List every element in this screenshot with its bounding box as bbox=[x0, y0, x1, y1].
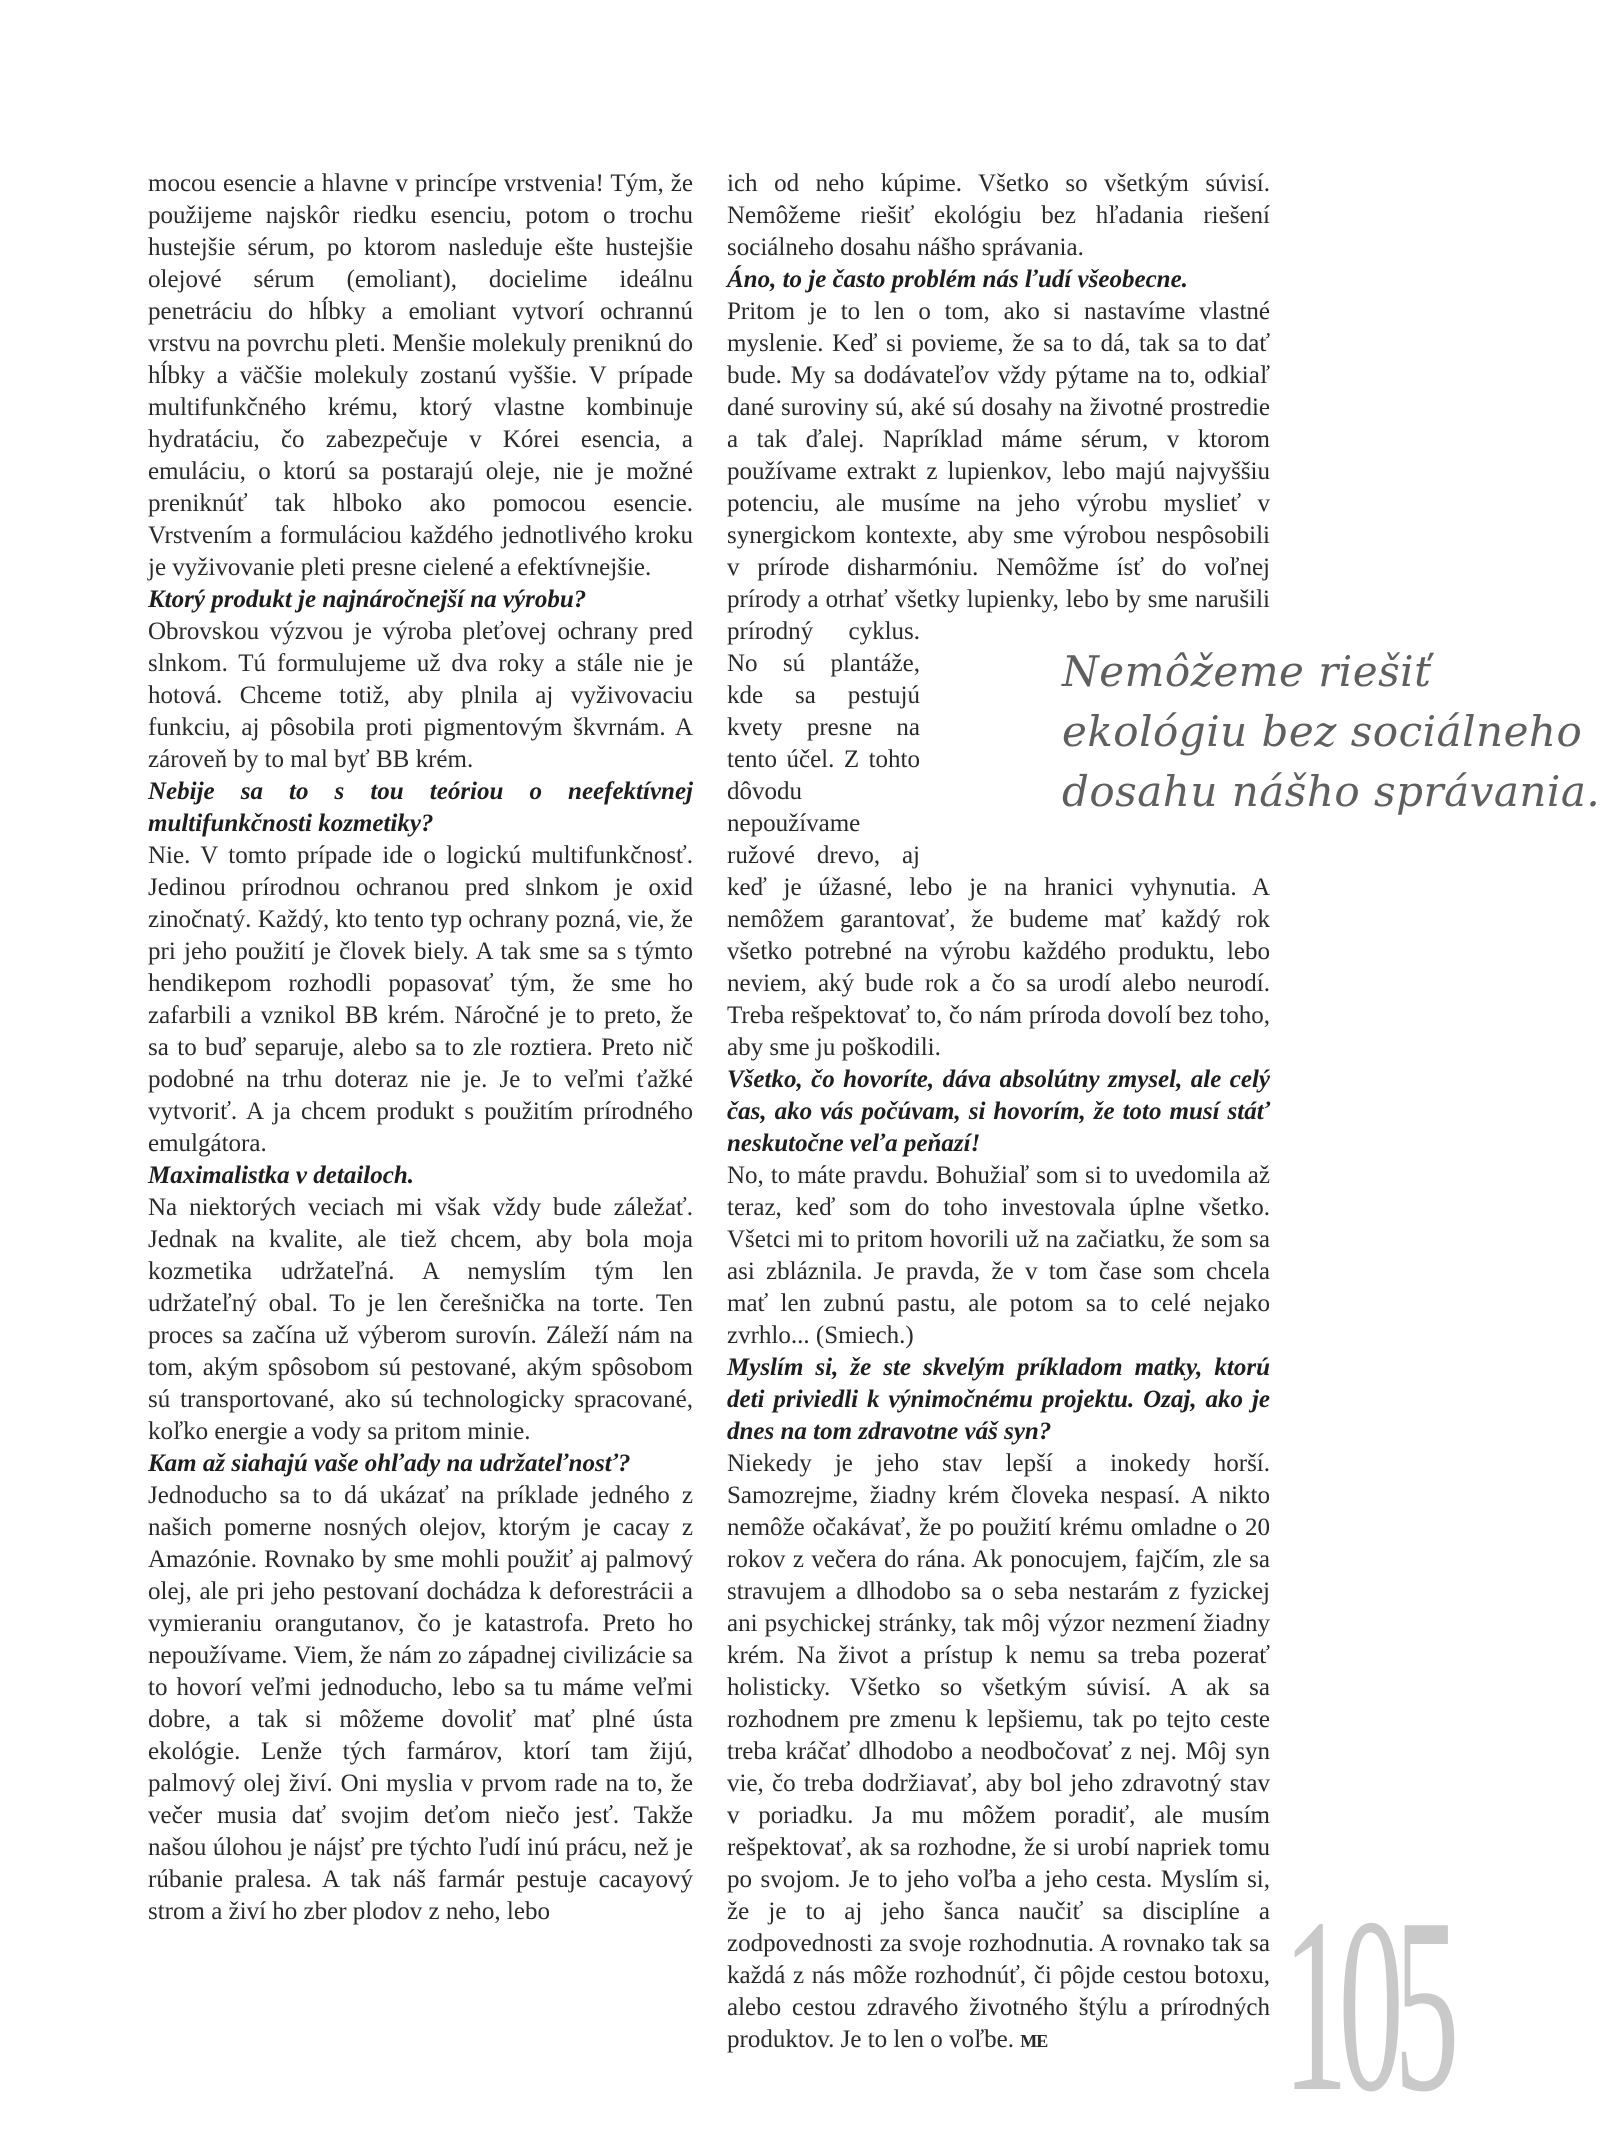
page-number: 105 bbox=[1283, 1867, 1450, 2144]
magazine-end-mark: ME bbox=[1020, 2031, 1048, 2051]
pull-quote-line: dosahu nášho správania. bbox=[1062, 767, 1600, 816]
paragraph: Jednoducho sa to dá ukázať na príklade jedného z našich pomerne nosných olejov, ktorým je cacay z Amazónie. Rovnako by sme mohli použiť aj palmový olej, ale pri jeho pestovaní dochádza k deforestrácii a vymieraniu orangutanov, čo je katastrofa. Preto ho nepoužívame. Viem, že nám zo západnej civilizácie sa to hovorí veľmi jednoducho, lebo sa tu máme veľmi dobre, a tak si môžeme dovoliť mať plné ústa ekológie. Lenže tých farmárov, ktorí tam žijú, palmový olej živí. Oni myslia v prvom rade na to, že večer musia dať svojim deťom niečo jesť. Takže našou úlohou je nájsť pre týchto ľudí inú prácu, než je rúbanie pralesa. A tak náš farmár pestuje cacayový strom a živí ho zber plodov z neho, lebo bbox=[148, 1482, 693, 1925]
paragraph: Niekedy je jeho stav lepší a inokedy horší. Samozrejme, žiadny krém človeka nespasí. A nikto nemôže očakávať, že po použití krému omladne o 20 rokov z večera do rána. Ak ponocujem, fajčím, zle sa stravujem a dlhodobo sa o seba nestarám z fyzickej ani psychickej stránky, tak môj výzor nezmení žiadny krém. Na život a prístup k nemu sa treba pozerať holisticky. Všetko so všetkým súvisí. A ak sa rozhodnem pre zmenu k lepšiemu, tak po tejto ceste treba kráčať dlhodobo a neodbočovať z nej. Môj syn vie, čo treba dodržiavať, aby bol jeho zdravotný stav v poriadku. Ja mu môžem poradiť, ale musím rešpektovať, ak sa rozhodne, že si urobí napriek tomu po svojom. Je to jeho voľba a jeho cesta. Myslím si, že je to aj jeho šanca naučiť sa disciplíne a zodpovednosti za svoje rozhodnutia. A rovnako tak sa každá z nás môže rozhodnúť, či pôjde cestou botoxu, alebo cestou zdravého životného štýlu a prírodných produktov. Je to len o voľbe. ME bbox=[727, 1450, 1270, 2053]
paragraph: Na niektorých veciach mi však vždy bude záležať. Jednak na kvalite, ale tiež chcem, aby bola moja kozmetika udržateľná. A nemyslím tým len udržateľný obal. To je len čerešnička na torte. Ten proces sa začína už výberom surovín. Záleží nám na tom, akým spôsobom sú pestované, akým spôsobom sú transportované, ako sú technologicky spracované, koľko energie a vody sa pritom minie. bbox=[148, 1194, 693, 1445]
paragraph: No, to máte pravdu. Bohužiaľ som si to uvedomila až teraz, keď som do toho investovala úplne všetko. Všetci mi to pritom hovorili už na začiatku, že som sa asi zbláznila. Je pravda, že v tom čase som chcela mať len zubnú pastu, ale potom sa to celé nejako zvrhlo... (Smiech.) bbox=[727, 1162, 1270, 1349]
interview-question: Nebije sa to s tou teóriou o neefektívnej multifunkčnosti kozmetiky? bbox=[148, 778, 693, 837]
paragraph-part: Pritom je to len o tom, ako si nastavíme vlastné myslenie. Keď si povieme, že sa to dá, tak sa to dať bude. My sa dodávateľov vždy pýtame na to, odkiaľ dané suroviny sú, aké sú dosahy na životné prostredie a tak ďalej. Napríklad máme sérum, v ktorom používame extrakt z lupienkov, lebo majú najvyššiu potenciu, ale musíme na jeho výrobu myslieť v synergickom kontexte, aby sme výrobou nespôsobili v prírode disharmóniu. Nemôžme ísť do voľnej prírody a otrhať všetky lupienky, lebo by sme narušili bbox=[727, 298, 1270, 613]
interview-question: Všetko, čo hovoríte, dáva absolútny zmysel, ale celý čas, ako vás počúvam, si hovorím, že toto musí stáť neskutočne veľa peňazí! bbox=[727, 1066, 1270, 1157]
article-column-left bbox=[148, 168, 693, 1928]
pull-quote-line: ekológiu bez sociálneho bbox=[1062, 707, 1583, 756]
interview-question: Ktorý produkt je najnáročnejší na výrobu? bbox=[148, 586, 587, 613]
interview-question: Kam až siahajú vaše ohľady na udržateľnosť? bbox=[148, 1450, 631, 1477]
article-column-right bbox=[727, 168, 1270, 2057]
paragraph: Nie. V tomto prípade ide o logickú multifunkčnosť. Jedinou prírodnou ochranou pred slnkom je oxid zinočnatý. Každý, kto tento typ ochrany pozná, vie, že pri jeho použití je človek biely. A tak sme sa s týmto hendikepom rozhodli popasovať tým, že sme ho zafarbili a vznikol BB krém. Náročné je to preto, že sa to buď separuje, alebo sa to zle roztiera. Preto nič podobné na trhu doteraz nie je. Je to veľmi ťažké vytvoriť. A ja chcem produkt s použitím prírodného emulgátora. bbox=[148, 842, 693, 1157]
pull-quote bbox=[1062, 642, 1600, 822]
pull-quote-line: Nemôžeme riešiť bbox=[1062, 647, 1432, 696]
paragraph: Obrovskou výzvou je výroba pleťovej ochrany pred slnkom. Tú formulujeme už dva roky a stále nie je hotová. Chceme totiž, aby plnila aj vyživovaciu funkciu, aj pôsobila proti pigmentovým škvrnám. A zároveň by to mal byť BB krém. bbox=[148, 618, 693, 773]
interview-question: Áno, to je často problém nás ľudí všeobecne. bbox=[727, 266, 1188, 293]
interview-question: Myslím si, že ste skvelým príkladom matky, ktorú deti priviedli k výnimočnému projektu. Ozaj, ako je dnes na tom zdravotne váš syn? bbox=[727, 1354, 1270, 1445]
paragraph: ich od neho kúpime. Všetko so všetkým súvisí. Nemôžeme riešiť ekológiu bez hľadania riešení sociálneho dosahu nášho správania. bbox=[727, 170, 1270, 261]
interview-question: Maximalistka v detailoch. bbox=[148, 1162, 414, 1189]
paragraph: mocou esencie a hlavne v princípe vrstvenia! Tým, že použijeme najskôr riedku esenciu, potom o trochu hustejšie sérum, po ktorom nasleduje ešte hustejšie olejové sérum (emoliant), docielime ideálnu penetráciu do hĺbky a emoliant vytvorí ochrannú vrstvu na povrchu pleti. Menšie molekuly preniknú do hĺbky a väčšie molekuly zostanú vyššie. V prípade multifunkčného krému, ktorý vlastne kombinuje hydratáciu, čo zabezpečuje v Kórei esencia, a emuláciu, o ktorú sa postarajú oleje, nie je možné preniknúť tak hlboko ako pomocou esencie. Vrstvením a formuláciou každého jednotlivého kroku je vyživovanie pleti presne cielené a efektívnejšie. bbox=[148, 170, 693, 581]
paragraph-part: prírodný cyklus. No sú plantáže, kde sa pestujú kvety presne na tento účel. Z tohto dôvodu nepoužívame ružové drevo, aj keď je úžasné, lebo je na hranici vyhynutia. A nemôžem garantovať, že budeme mať každý rok všetko potrebné na výrobu každého produktu, lebo neviem, aký bude rok a čo sa urodí alebo neurodí. Treba rešpektovať to, čo nám príroda dovolí bez toho, aby sme ju poškodili. bbox=[727, 618, 1270, 1061]
